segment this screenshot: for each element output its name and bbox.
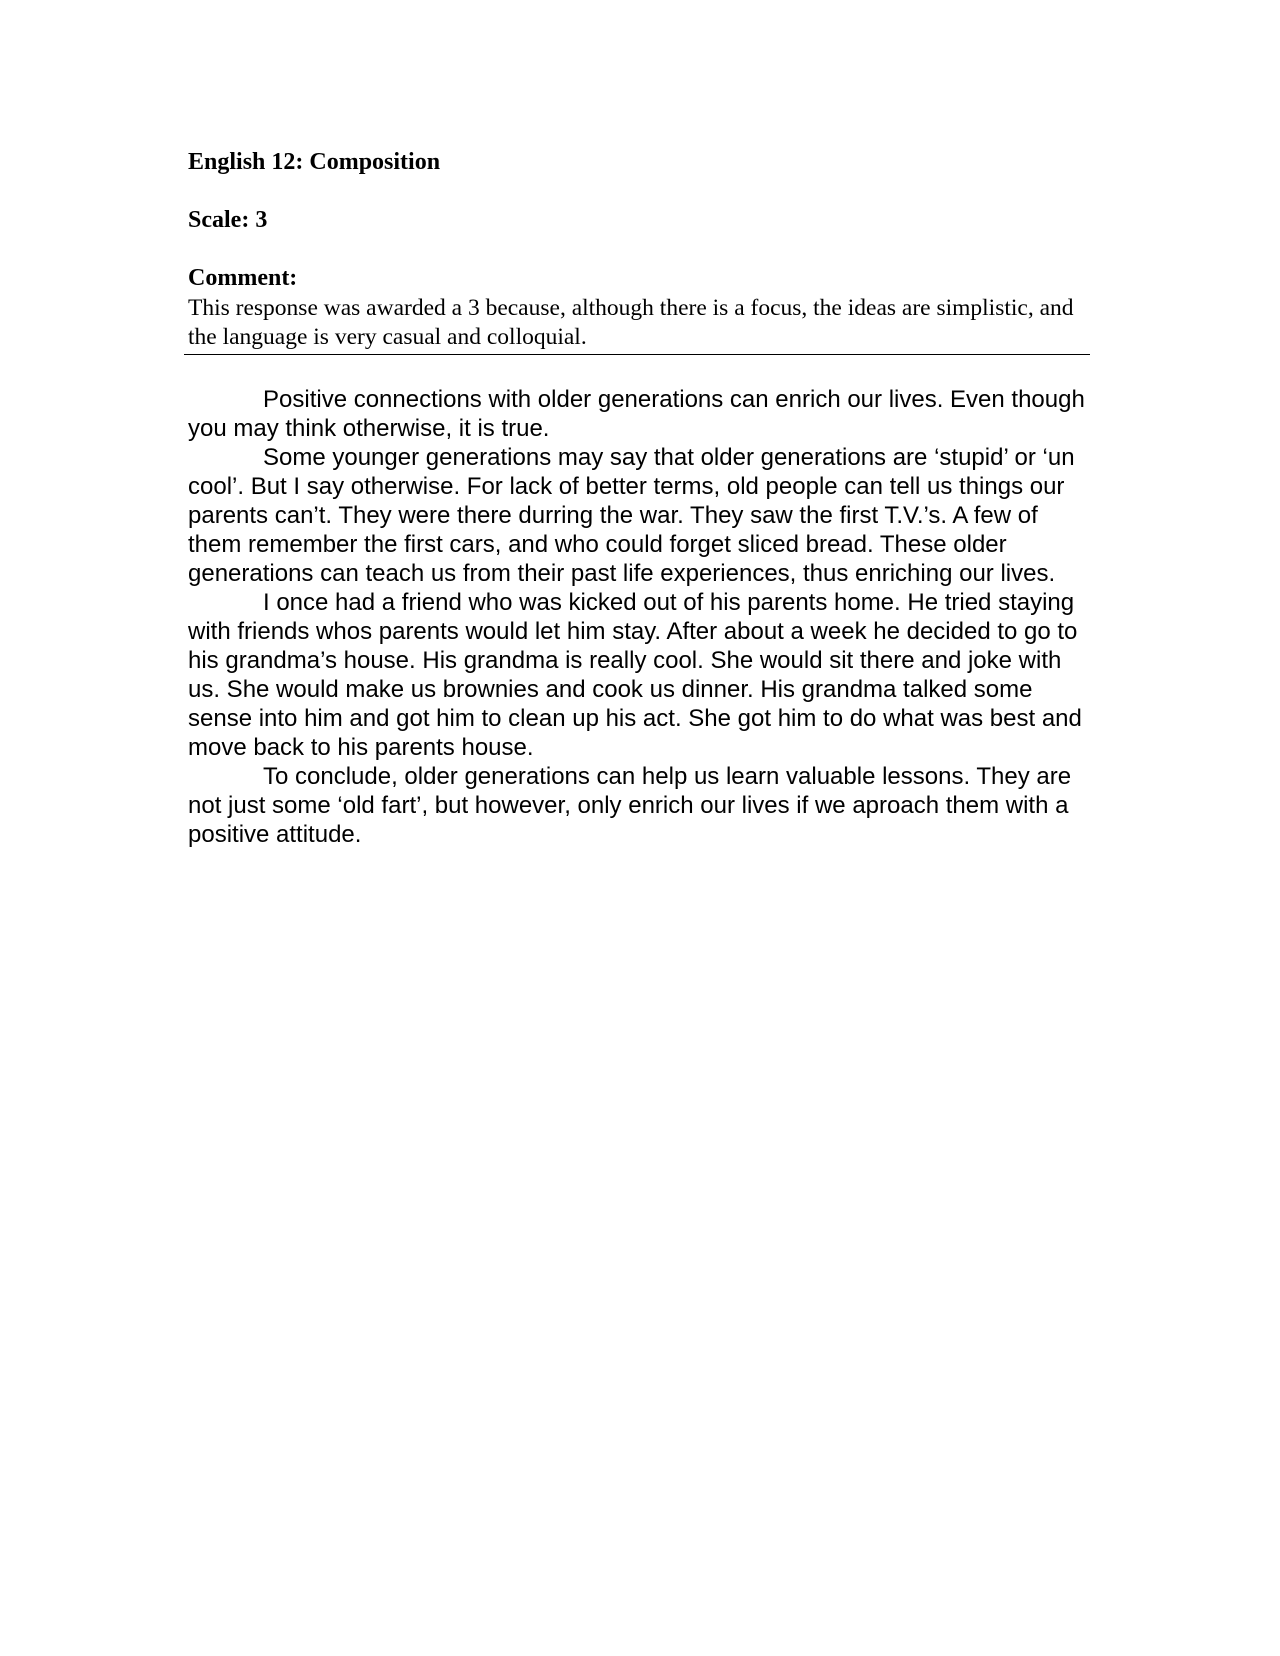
scale-score: Scale: 3	[188, 207, 268, 233]
divider-line	[184, 354, 1090, 355]
essay-paragraph: Some younger generations may say that older generations are ‘stupid’ or ‘un cool’. But I say otherwise. For lack of better terms, old people can tell us things our parents can’t. They were there durring the war. They saw the first T.V.’s. A few of them remember the first cars, and who could forget sliced bread. These older generations can teach us from their past life experiences, thus enriching our lives.	[188, 444, 1075, 587]
course-title: English 12: Composition	[188, 149, 441, 175]
essay-paragraph: To conclude, older generations can help us learn valuable lessons. They are not just some ‘old fart’, but however, only enrich our lives if we aproach them with a positive attitude.	[188, 763, 1072, 848]
document-page	[188, 148, 1088, 849]
essay-paragraph: I once had a friend who was kicked out of his parents home. He tried staying with friends whos parents would let him stay. After about a week he decided to go to his grandma’s house. His grandma is really cool. She would sit there and joke with us. She would make us brownies and cook us dinner. His grandma talked some sense into him and got him to clean up his act. She got him to do what was best and move back to his parents house.	[188, 589, 1082, 761]
comment-text: This response was awarded a 3 because, although there is a focus, the ideas are simplistic, and the language is very casual and colloquial.	[188, 295, 1074, 350]
essay-paragraph: Positive connections with older generations can enrich our lives. Even though you may think otherwise, it is true.	[188, 386, 1085, 442]
essay-body	[188, 385, 1088, 849]
comment-heading: Comment:	[188, 265, 298, 291]
